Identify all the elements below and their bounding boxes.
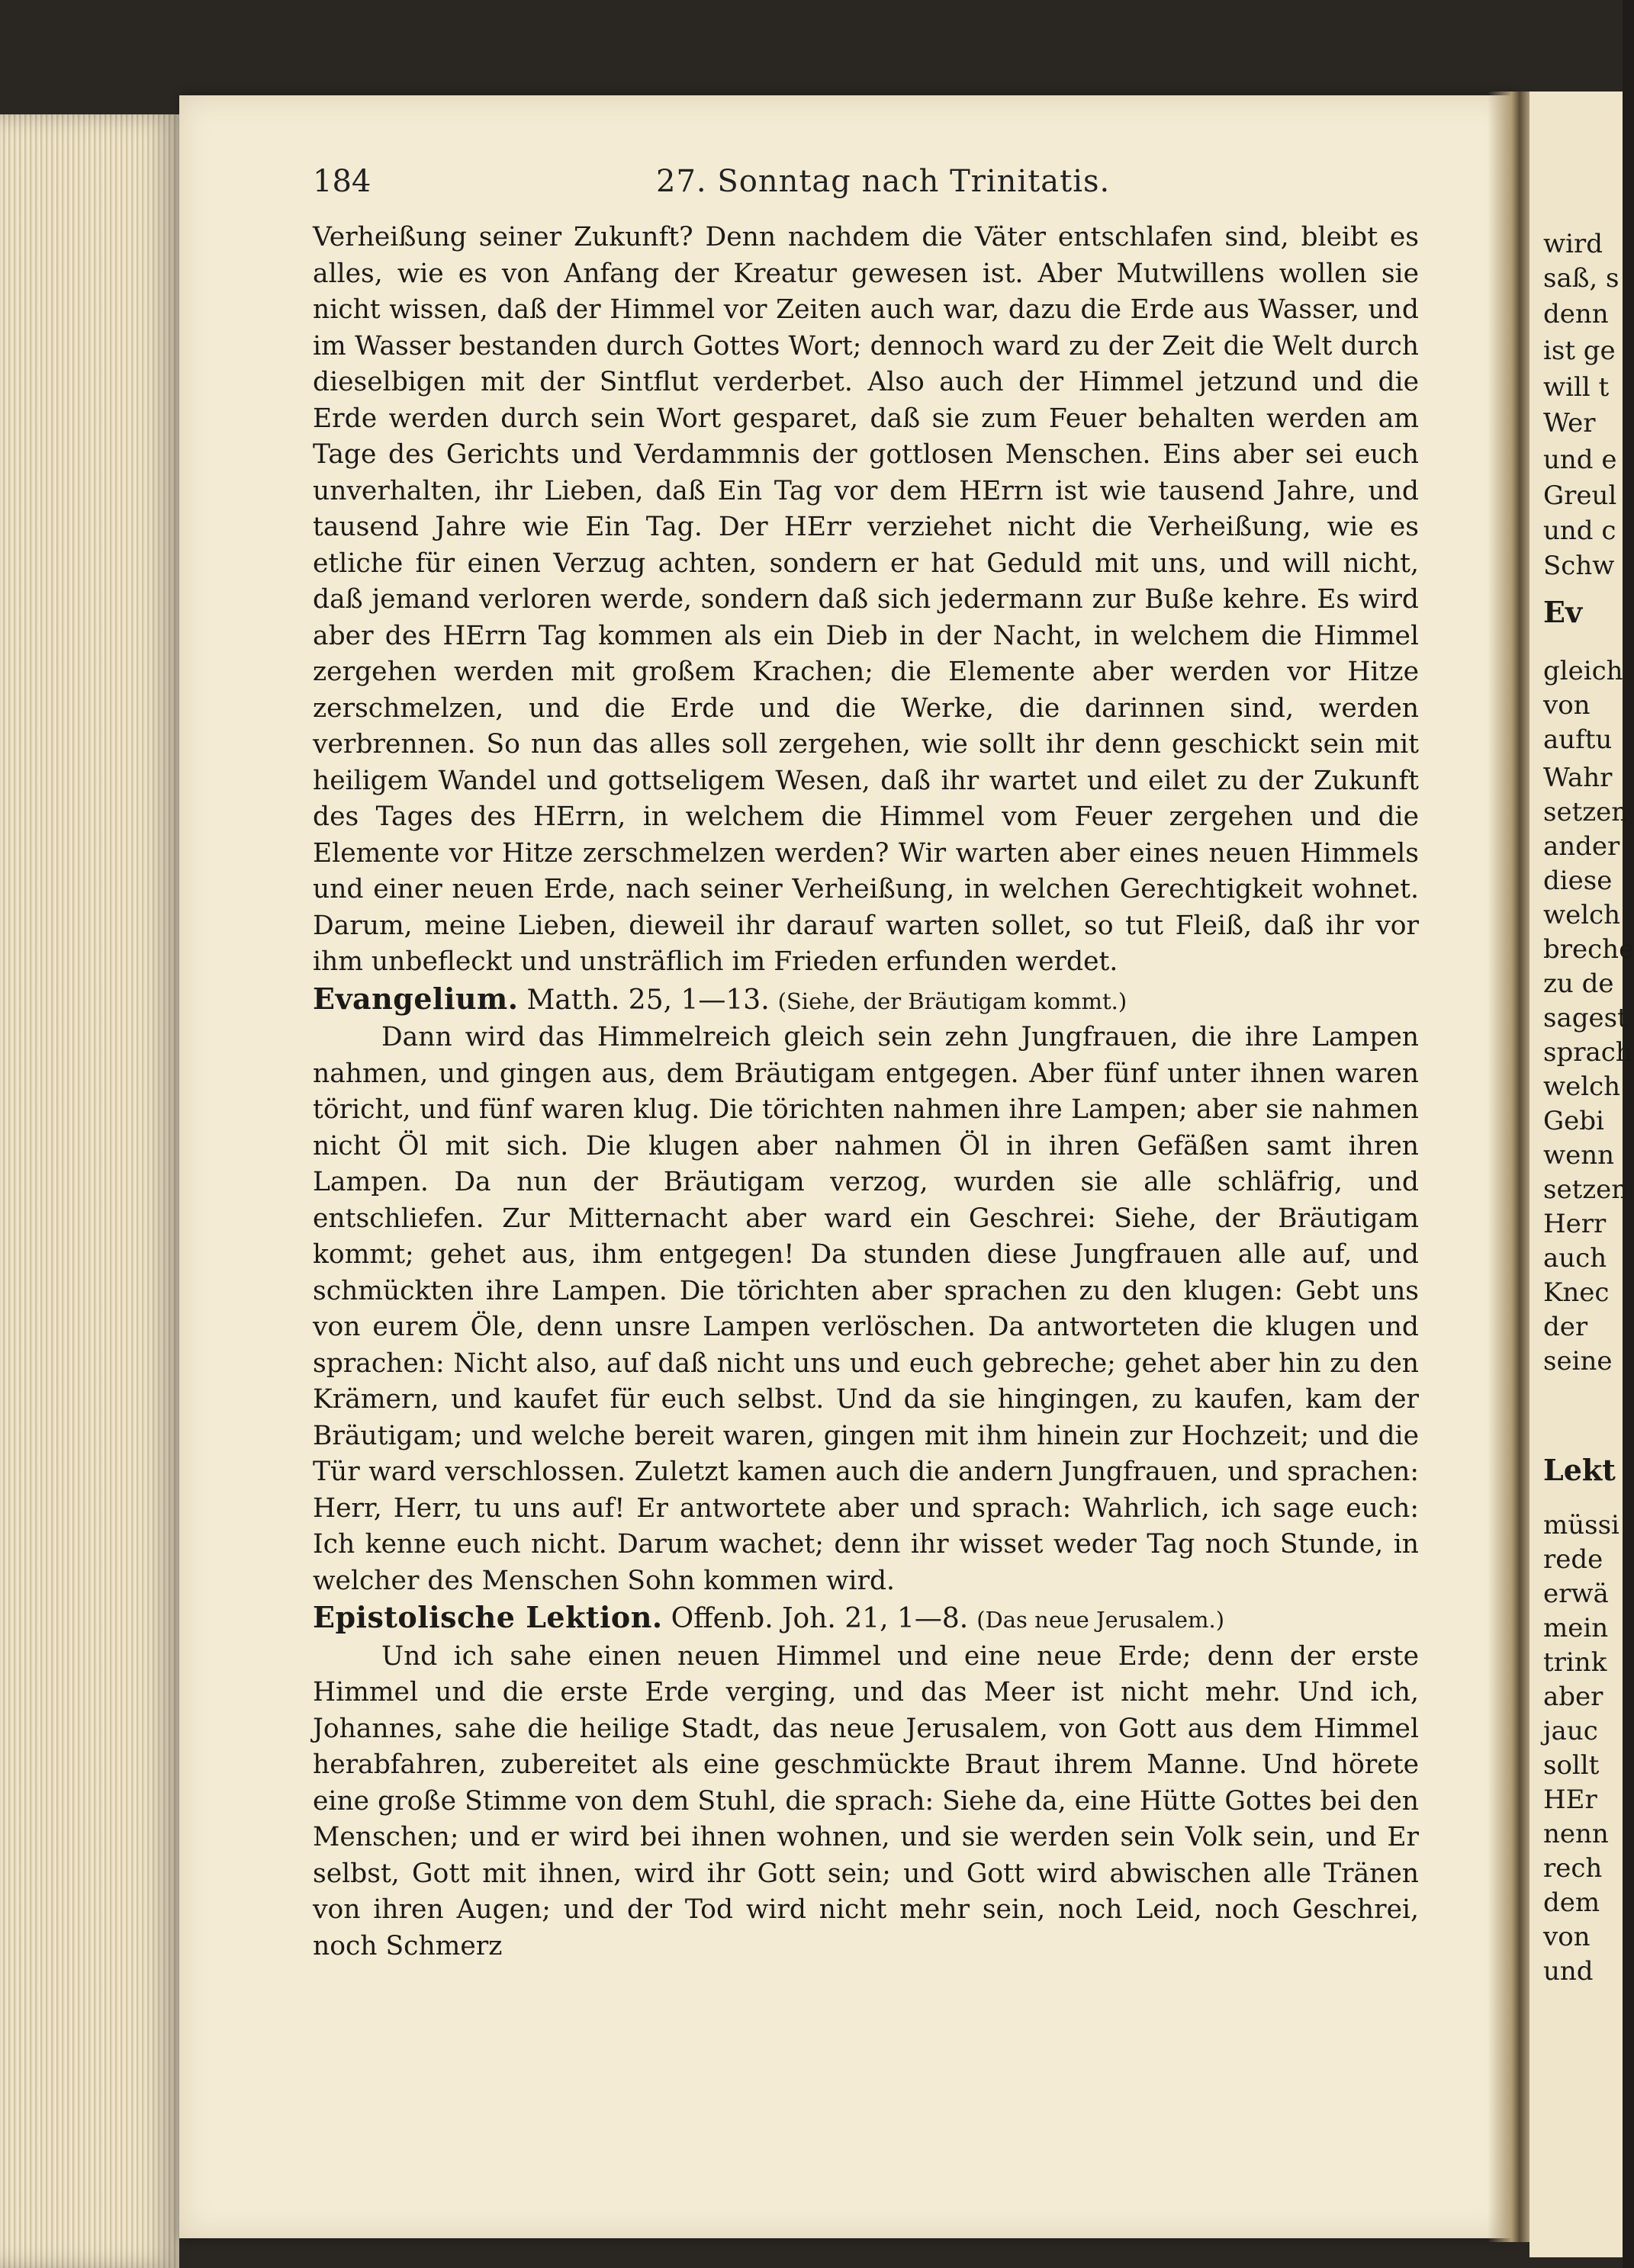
facing-page-fragment: sollt <box>1543 1750 1600 1781</box>
facing-page-fragment: gleich <box>1543 656 1623 686</box>
facing-page-fragment: wird <box>1543 229 1603 259</box>
facing-page-fragment: dem <box>1543 1887 1600 1918</box>
facing-page-fragment: mein <box>1543 1613 1609 1643</box>
page-edges <box>0 114 179 2268</box>
facing-page-fragment: zu de <box>1543 969 1614 999</box>
facing-page-fragment: von <box>1543 690 1591 721</box>
lesson-title: Epistolische Lektion. <box>313 1600 663 1634</box>
page-number: 184 <box>313 164 372 199</box>
lesson-reference: Offenb. Joh. 21, 1—8. <box>671 1603 969 1634</box>
facing-page-fragment: diese <box>1543 866 1613 896</box>
facing-page-fragment: rech <box>1543 1853 1603 1884</box>
epistle-continuation: Verheißung seiner Zukunft? Denn nachdem die Väter entschlafen sind, bleibt es alles, wie es von Anfang der Kreatur gewesen ist. Aber Mutwillens wollen sie nicht wissen, daß der Himmel vor Zeiten auch war, dazu die Erde aus Wasser, und im Wasser bestanden durch Gottes Wort; dennoch ward zu der Zeit die Welt durch dieselbigen mit der Sintflut verderbet. Also auch der Himmel jetzund und die Erde werden durch sein Wort gesparet, daß sie zum Feuer behalten werden am Tage des Gerichts und Verdammnis der gottlosen Menschen. Eins aber sei euch unverhalten, ihr Lieben, daß Ein Tag vor dem HErrn ist wie tausend Jahre, und tausend Jahre wie Ein Tag. Der HErr verziehet nicht die Verheißung, wie es etliche für einen Verzug achten, sondern er hat Geduld mit uns, und will nicht, daß jemand verloren werde, sondern daß sich jedermann zur Buße kehre. Es wird aber des HErrn Tag kommen als ein Dieb in der Nacht, in welchem die Himmel zergehen werden mit großem Krachen; die Elemente aber werden vor Hitze zerschmelzen, und die Erde und die Werke, die darinnen sind, werden verbrennen. So nun das alles soll zergehen, wie sollt ihr denn geschickt sein mit heiligem Wandel und gottseligem Wesen, daß ihr wartet und eilet zu der Zukunft des Tages des HErrn, in welchem die Himmel vom Feuer zergehen und die Elemente vor Hitze zerschmelzen werden? Wir warten aber eines neuen Himmels und einer neuen Erde, nach seiner Verheißung, in welchen Gerechtigkeit wohnet. Darum, meine Lieben, dieweil ihr darauf warten sollet, so tut Fleiß, daß ihr vor ihm unbefleckt und unsträflich im Frieden erfunden werdet. <box>313 222 1419 977</box>
gospel-note: (Siehe, der Bräutigam kommt.) <box>777 988 1127 1014</box>
lesson-text: Und ich sahe einen neuen Himmel und eine neue Erde; denn der erste Himmel und die erste Erde verging, und das Meer ist nicht mehr. Und ich, Johannes, sahe die heilige Stadt, das neue Jerusalem, von Gott aus dem Himmel herabfahren, zubereitet als eine geschmückte Braut ihrem Manne. Und hörete eine große Stimme von dem Stuhl, die sprach: Siehe da, eine Hütte Gottes bei den Menschen; und er wird bei ihnen wohnen, und sie werden sein Volk sein, und Er selbst, Gott mit ihnen, wird ihr Gott sein; und Gott wird abwischen alle Tränen von ihren Augen; und der Tod wird nicht mehr sein, noch Leid, noch Geschrei, noch Schmerz <box>313 1640 1419 1961</box>
page-header <box>313 164 1411 210</box>
lesson-note: (Das neue Jerusalem.) <box>976 1607 1225 1633</box>
facing-page-fragment: der <box>1543 1312 1588 1342</box>
facing-page-fragment: müssi <box>1543 1510 1620 1540</box>
facing-page-fragment: nenn <box>1543 1819 1609 1849</box>
facing-page-fragment: HEr <box>1543 1785 1597 1815</box>
facing-page-fragment: jauc <box>1543 1716 1598 1746</box>
facing-page-fragment: rede <box>1543 1544 1603 1575</box>
facing-page-fragment: und e <box>1543 445 1617 475</box>
facing-page-fragment: Wahr <box>1543 763 1613 793</box>
facing-page-fragment: trink <box>1543 1647 1607 1678</box>
page-body <box>313 220 1419 1964</box>
facing-page-fragment: Herr <box>1543 1209 1607 1239</box>
facing-page-fragment: Ev <box>1543 595 1583 629</box>
facing-page-fragment: und <box>1543 1956 1594 1987</box>
facing-page-fragment: von <box>1543 1922 1591 1952</box>
facing-page-fragment: erwä <box>1543 1579 1609 1609</box>
gospel-heading <box>313 981 1419 1020</box>
facing-page-fragment: Lekt <box>1543 1453 1616 1487</box>
facing-page-fragment: ander <box>1543 831 1620 862</box>
facing-page-fragment: sprach <box>1543 1037 1632 1068</box>
gospel-reference: Matth. 25, 1—13. <box>526 984 770 1016</box>
facing-page-fragment: auch <box>1543 1243 1607 1274</box>
facing-page-fragment: und c <box>1543 516 1616 546</box>
facing-page-fragment: breche <box>1543 934 1634 965</box>
facing-page-fragment: auftu <box>1543 724 1613 755</box>
facing-page-fragment: aber <box>1543 1682 1603 1712</box>
facing-page <box>1529 92 1634 2257</box>
lesson-heading <box>313 1599 1419 1639</box>
facing-page-fragment: ist ge <box>1543 336 1616 366</box>
facing-page-fragment: denn <box>1543 299 1609 329</box>
facing-page-fragment: Wer <box>1543 408 1596 439</box>
facing-page-fragment: welch <box>1543 1071 1621 1102</box>
running-title: 27. Sonntag nach Trinitatis. <box>656 164 1111 199</box>
facing-page-fragment: seine <box>1543 1346 1613 1377</box>
facing-page-fragment: sagest <box>1543 1003 1628 1033</box>
facing-page-fragment: wenn <box>1543 1140 1615 1171</box>
facing-page-fragment: setzen <box>1543 797 1629 827</box>
gospel-title: Evangelium. <box>313 981 519 1016</box>
facing-page-fragment: Greul <box>1543 480 1617 511</box>
facing-page-fragment: welch <box>1543 900 1621 930</box>
facing-page-fragment: Schw <box>1543 551 1615 581</box>
facing-page-fragment: will t <box>1543 372 1610 403</box>
facing-page-fragment: saß, s <box>1543 263 1620 294</box>
facing-page-fragment: setzen <box>1543 1174 1629 1205</box>
facing-page-fragment: Gebi <box>1543 1106 1604 1136</box>
gospel-text: Dann wird das Himmelreich gleich sein zehn Jungfrauen, die ihre Lampen nahmen, und gingen aus, dem Bräutigam entgegen. Aber fünf unter ihnen waren töricht, und fünf waren klug. Die törichten nahmen ihre Lampen; aber sie nahmen nicht Öl mit sich. Die klugen aber nahmen Öl in ihren Gefäßen samt ihren Lampen. Da nun der Bräutigam verzog, wurden sie alle schläfrig, und entschliefen. Zur Mitternacht aber ward ein Geschrei: Siehe, der Bräutigam kommt; gehet aus, ihm entgegen! Da stunden diese Jungfrauen alle auf, und schmückten ihre Lampen. Die törichten aber sprachen zu den klugen: Gebt uns von eurem Öle, denn unsre Lampen verlöschen. Da antworteten die klugen und sprachen: Nicht also, auf daß nicht uns und euch gebreche; gehet aber hin zu den Krämern, und kaufet für euch selbst. Und da sie hingingen, zu kaufen, kam der Bräutigam; und welche bereit waren, gingen mit ihm hinein zur Hochzeit; und die Tür ward verschlossen. Zuletzt kamen auch die andern Jungfrauen, und sprachen: Herr, Herr, tu uns auf! Er antwortete aber und sprach: Wahrlich, ich sage euch: Ich kenne euch nicht. Darum wachet; denn ihr wisset weder Tag noch Stunde, in welcher des Menschen Sohn kommen wird. <box>313 1022 1419 1596</box>
facing-page-fragment: Knec <box>1543 1277 1610 1308</box>
